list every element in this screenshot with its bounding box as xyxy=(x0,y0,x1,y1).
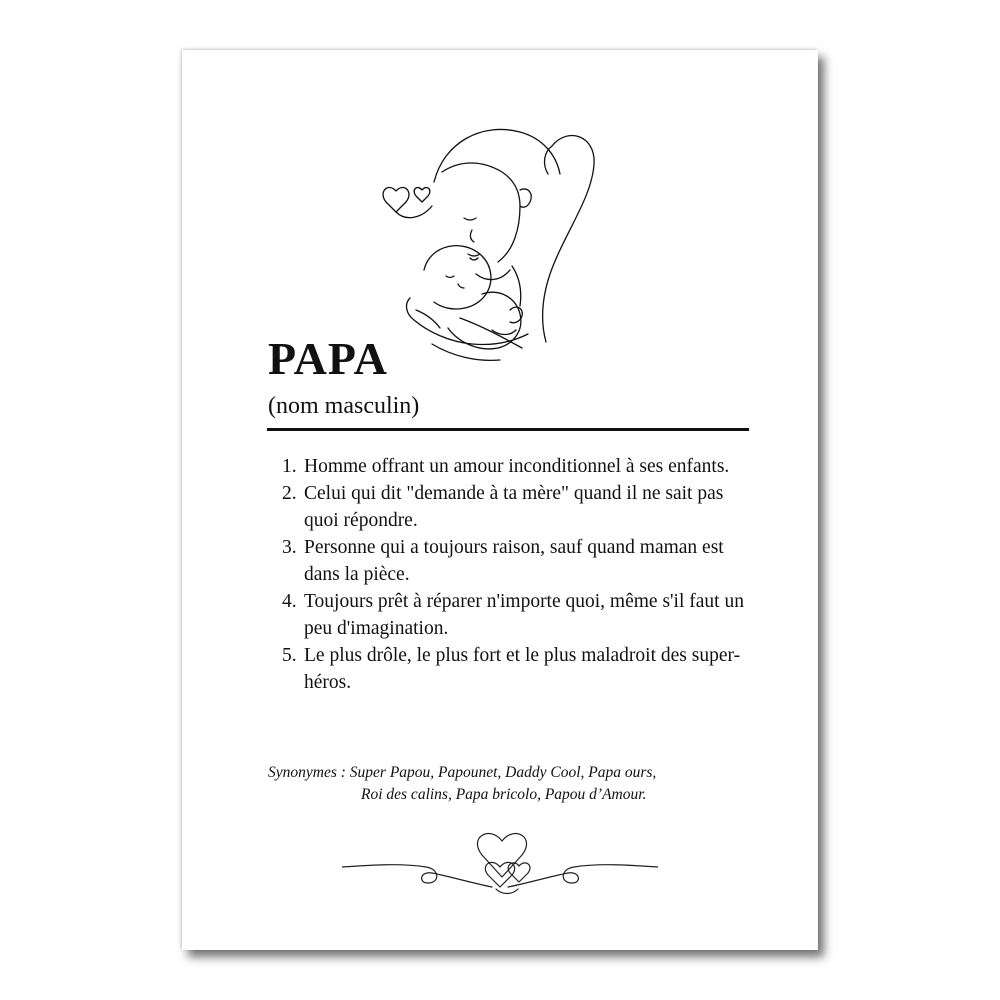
definition-item xyxy=(282,480,752,534)
definition-text: Le plus drôle, le plus fort et le plus maladroit des super-héros. xyxy=(304,645,741,693)
definition-text: Personne qui a toujours raison, sauf quand maman est dans la pièce. xyxy=(304,537,724,585)
definition-item xyxy=(282,642,752,696)
synonyms-line-2: Roi des calins, Papa bricolo, Papou d’Amour. xyxy=(361,786,647,803)
definition-number: 5. xyxy=(282,645,297,666)
definition-list xyxy=(282,453,752,696)
page-title: PAPA xyxy=(268,333,388,384)
definition-number: 3. xyxy=(282,537,297,558)
definition-item xyxy=(282,453,752,480)
definition-text: Celui qui dit "demande à ta mère" quand il ne sait pas quoi répondre. xyxy=(304,483,724,531)
definition-text: Homme offrant un amour inconditionnel à ses enfants. xyxy=(304,456,730,477)
definition-item xyxy=(282,534,752,588)
definition-number: 2. xyxy=(282,483,297,504)
hearts-flourish-icon xyxy=(342,825,658,905)
synonyms-line-1: Synonymes : Super Papou, Papounet, Daddy Cool, Papa ours, xyxy=(268,764,657,781)
definition-item xyxy=(282,588,752,642)
title-divider xyxy=(267,428,749,431)
word-class-label: (nom masculin) xyxy=(268,393,420,419)
definition-text: Toujours prêt à réparer n'importe quoi, même s'il faut un peu d'imagination. xyxy=(304,591,744,639)
synonyms-text xyxy=(268,762,754,806)
father-baby-line-art-icon xyxy=(372,98,612,368)
definition-number: 4. xyxy=(282,591,297,612)
definition-poster xyxy=(182,50,818,950)
definition-number: 1. xyxy=(282,456,297,477)
